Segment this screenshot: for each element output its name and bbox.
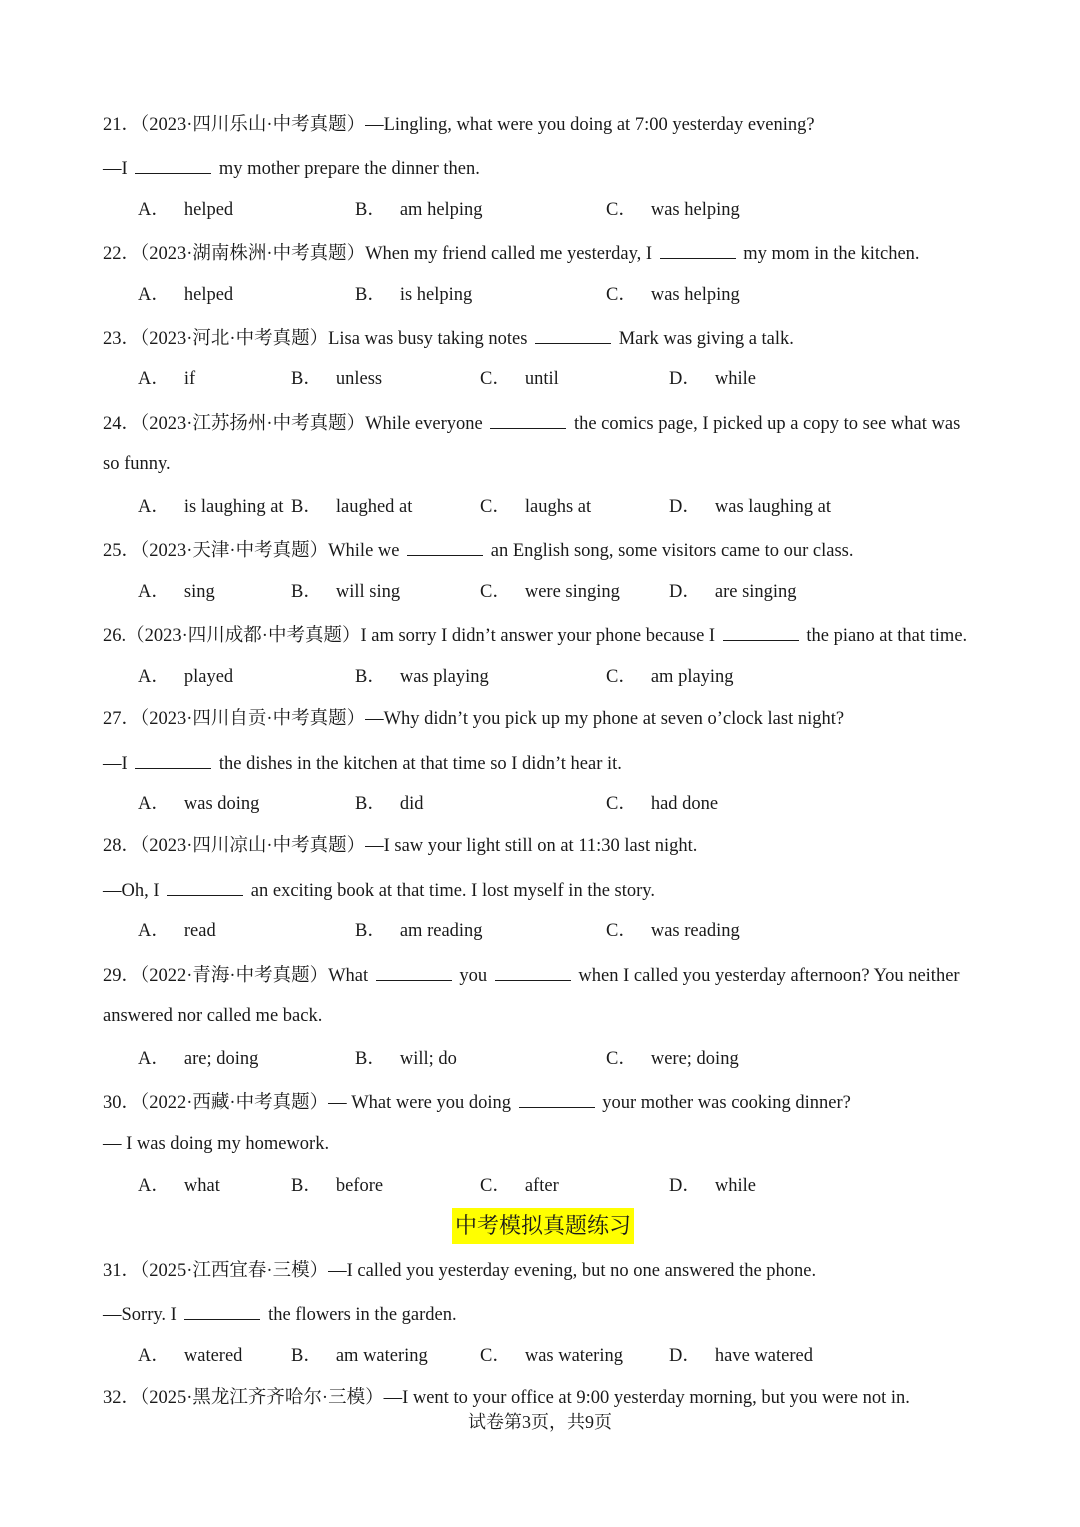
option-letter: C． [606,285,637,305]
option-a [138,198,233,222]
option-letter: A． [138,200,170,220]
question-25-line-1 [103,537,854,563]
option-text: until [524,369,559,389]
question-text: What [328,966,373,986]
answer-blank [535,325,611,344]
option-a [138,495,284,519]
question-31-line-2 [103,1301,457,1327]
option-c [480,1344,623,1368]
option-text: did [399,794,424,814]
option-d [669,1174,756,1198]
option-letter: D． [669,497,701,517]
option-text: sing [183,582,215,602]
option-a [138,1344,242,1368]
option-letter: B． [355,921,386,941]
option-text: was helping [650,285,740,305]
option-c [606,1047,739,1071]
option-letter: A． [138,1176,170,1196]
option-b [355,919,483,943]
option-a [138,283,233,307]
answer-blank [519,1089,595,1108]
question-source: 32．（2025·黑龙江齐齐哈尔·三模） [103,1388,384,1408]
option-b [355,792,423,816]
option-letter: A． [138,285,170,305]
question-text: the comics page, I picked up a copy to see what was [569,414,961,434]
option-text: unless [335,369,383,389]
question-text: —I [103,754,133,774]
option-a [138,367,195,391]
question-source: 23．（2023·河北·中考真题） [103,329,329,349]
option-text: helped [183,200,234,220]
question-text: When my friend called me yesterday, I [365,244,657,264]
question-text: —Oh, I [103,881,165,901]
question-text: my mom in the kitchen. [738,244,920,264]
question-text: answered nor called me back. [103,1006,323,1026]
answer-blank [723,622,799,641]
option-text: after [524,1176,559,1196]
option-text: was watering [524,1346,623,1366]
question-29-line-1 [103,962,960,988]
option-letter: B． [291,1176,322,1196]
option-text: was doing [183,794,260,814]
option-text: am watering [335,1346,428,1366]
question-text: the dishes in the kitchen at that time so I didn’t hear it. [214,754,622,774]
question-text: I am sorry I didn’t answer your phone because I [360,626,720,646]
option-letter: C． [480,1176,511,1196]
answer-blank [660,240,736,259]
option-letter: A． [138,1049,170,1069]
question-26-line-1 [103,622,967,648]
option-b [291,495,412,519]
option-text: was playing [399,667,489,687]
question-text: — What were you doing [328,1093,516,1113]
option-text: am playing [650,667,734,687]
option-c [480,580,620,604]
option-text: played [183,667,234,687]
option-d [669,1344,813,1368]
question-29-line-2 [103,1004,322,1028]
option-b [355,283,472,307]
question-text: While everyone [365,414,488,434]
option-letter: A． [138,1346,170,1366]
question-text: —I [103,159,133,179]
option-letter: B． [291,497,322,517]
question-source: 25．（2023·天津·中考真题） [103,541,329,561]
question-text: you [454,966,492,986]
answer-blank [495,962,571,981]
option-letter: B． [355,794,386,814]
option-text: were singing [524,582,620,602]
option-text: was laughing at [714,497,831,517]
answer-blank [135,750,211,769]
question-31-line-1 [103,1259,816,1283]
option-a [138,1174,220,1198]
option-text: had done [650,794,719,814]
option-a [138,1047,258,1071]
answer-blank [167,877,243,896]
option-c [480,1174,559,1198]
option-d [669,580,797,604]
option-b [355,198,483,222]
question-text: your mother was cooking dinner? [597,1093,851,1113]
option-letter: B． [355,667,386,687]
option-b [291,1344,428,1368]
option-letter: A． [138,369,170,389]
question-text: an exciting book at that time. I lost myself in the story. [246,881,655,901]
option-letter: B． [355,200,386,220]
option-text: watered [183,1346,243,1366]
option-c [480,495,591,519]
option-a [138,665,233,689]
question-source: 29．（2022·青海·中考真题） [103,966,329,986]
question-27-line-1 [103,707,844,731]
option-text: laughed at [335,497,413,517]
question-text: my mother prepare the dinner then. [214,159,480,179]
answer-blank [376,962,452,981]
option-b [291,367,382,391]
option-text: is laughing at [183,497,284,517]
option-c [480,367,559,391]
option-letter: A． [138,667,170,687]
option-text: am helping [399,200,483,220]
option-c [606,919,740,943]
question-text: so funny. [103,454,171,474]
option-letter: C． [480,1346,511,1366]
option-letter: C． [480,497,511,517]
answer-blank [490,410,566,429]
option-letter: D． [669,1346,701,1366]
option-text: will sing [335,582,401,602]
question-source: 27．（2023·四川自贡·中考真题） [103,709,366,729]
option-text: are singing [714,582,797,602]
option-letter: C． [606,667,637,687]
question-27-line-2 [103,750,622,776]
option-c [606,283,740,307]
option-letter: B． [291,582,322,602]
option-d [669,495,831,519]
question-30-line-1 [103,1089,851,1115]
question-text: —Lingling, what were you doing at 7:00 yesterday evening? [365,115,815,135]
option-text: helped [183,285,234,305]
option-letter: C． [480,369,511,389]
question-24-line-1 [103,410,960,436]
option-text: are; doing [183,1049,259,1069]
option-b [291,580,400,604]
question-source: 22．（2023·湖南株洲·中考真题） [103,244,366,264]
option-c [606,665,734,689]
option-text: laughs at [524,497,592,517]
option-letter: C． [606,794,637,814]
question-22-line-1 [103,240,920,266]
option-text: while [714,1176,756,1196]
option-a [138,919,216,943]
question-text: —I saw your light still on at 11:30 last night. [365,836,698,856]
option-b [291,1174,383,1198]
question-text: —I called you yesterday evening, but no one answered the phone. [328,1261,817,1281]
question-text: While we [328,541,405,561]
option-letter: C． [606,921,637,941]
question-text: —I went to your office at 9:00 yesterday morning, but you were not in. [383,1388,910,1408]
option-letter: C． [606,1049,637,1069]
option-letter: A． [138,794,170,814]
question-21-line-2 [103,155,480,181]
question-text: the flowers in the garden. [263,1305,457,1325]
option-letter: C． [480,582,511,602]
question-source: 30．（2022·西藏·中考真题） [103,1093,329,1113]
question-text: an English song, some visitors came to our class. [486,541,854,561]
option-a [138,580,215,604]
option-a [138,792,259,816]
question-text: Mark was giving a talk. [614,329,794,349]
question-text: when I called you yesterday afternoon? You neither [573,966,960,986]
answer-blank [135,155,211,174]
question-28-line-2 [103,877,655,903]
option-letter: A． [138,497,170,517]
answer-blank [407,537,483,556]
option-letter: A． [138,921,170,941]
section-title: 中考模拟真题练习 [452,1208,634,1244]
option-letter: D． [669,1176,701,1196]
option-text: while [714,369,756,389]
option-text: was reading [650,921,740,941]
question-32-line-1 [103,1386,910,1410]
option-letter: A． [138,582,170,602]
option-letter: B． [291,1346,322,1366]
question-source: 21．（2023·四川乐山·中考真题） [103,115,366,135]
option-text: if [183,369,196,389]
option-letter: B． [291,369,322,389]
page-footer: 试卷第3页，共9页 [468,1412,612,1432]
question-21-line-1 [103,113,815,137]
question-source: 24．（2023·江苏扬州·中考真题） [103,414,366,434]
option-text: were; doing [650,1049,739,1069]
option-b [355,665,489,689]
question-text: —Sorry. I [103,1305,182,1325]
option-c [606,792,718,816]
answer-blank [184,1301,260,1320]
option-text: was helping [650,200,740,220]
question-text: the piano at that time. [801,626,968,646]
option-text: will; do [399,1049,457,1069]
question-23-line-1 [103,325,794,351]
option-text: read [183,921,216,941]
option-text: before [335,1176,384,1196]
question-28-line-1 [103,834,697,858]
option-letter: D． [669,369,701,389]
option-letter: B． [355,1049,386,1069]
option-d [669,367,756,391]
option-text: have watered [714,1346,813,1366]
question-text: — I was doing my homework. [103,1134,330,1154]
option-b [355,1047,457,1071]
question-source: 28．（2023·四川凉山·中考真题） [103,836,366,856]
option-letter: B． [355,285,386,305]
option-letter: C． [606,200,637,220]
option-text: is helping [399,285,473,305]
question-source: 31．（2025·江西宜春·三模） [103,1261,329,1281]
question-24-line-2 [103,452,171,476]
option-text: what [183,1176,220,1196]
question-text: Lisa was busy taking notes [328,329,533,349]
question-source: 26.（2023·四川成都·中考真题） [103,626,361,646]
option-text: am reading [399,921,483,941]
question-30-line-2 [103,1132,329,1156]
option-c [606,198,740,222]
question-text: —Why didn’t you pick up my phone at seven o’clock last night? [365,709,845,729]
option-letter: D． [669,582,701,602]
